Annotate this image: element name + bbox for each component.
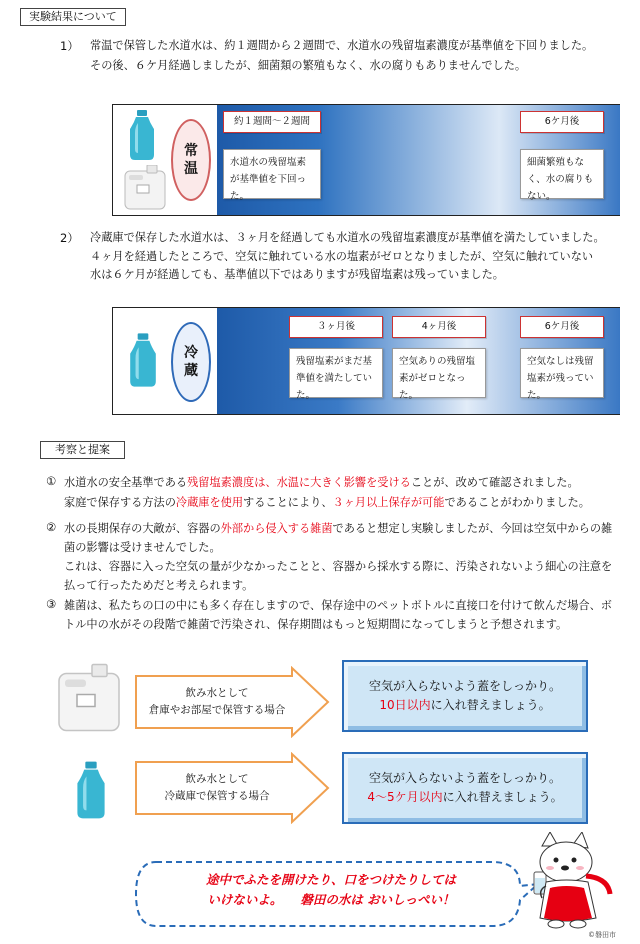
section-label-proposal: 考察と提案	[40, 441, 125, 459]
bottle-icon	[127, 330, 159, 390]
header-1-2-weeks: 約１週間～２週間	[223, 111, 321, 133]
proposal-3-text: 雑菌は、私たちの口の中にも多く存在しますので、保存途中のペットボトルに直接口を付けて飲んだ場合、ボ トル中の水がその段階で雑菌で汚染され、保存期間はもっと短期間になってしまうと予想されます。	[64, 599, 612, 631]
copyright: ©磐田市	[588, 931, 616, 939]
header-6-months: 6ケ月後	[520, 111, 604, 133]
result-1-number: 1）	[60, 39, 79, 53]
oval-refrigerated: 冷 蔵	[171, 322, 211, 402]
section-label-results: 実験結果について	[20, 8, 126, 26]
arrow-fridge-storage-label: 飲み水として 冷蔵庫で保管する場合	[164, 773, 270, 802]
header-4-months: 4ヶ月後	[392, 316, 486, 338]
oval-room-temp: 常 温	[171, 119, 211, 201]
arrow-room-storage-label: 飲み水として 倉庫やお部屋で保管する場合	[148, 687, 286, 716]
box-still-meets: 残留塩素がまだ基準値を満たしていた。	[289, 348, 383, 398]
proposal-1-number: ①	[46, 474, 57, 488]
box-no-bacteria: 細菌繁殖もなく、水の腐りもない。	[520, 149, 604, 199]
box-with-air-zero: 空気ありの残留塩素がゼロとなった。	[392, 348, 486, 398]
result-2-text: 冷蔵庫で保存した水道水は、３ヶ月を経過しても水道水の残留塩素濃度が基準値を満たしていました。 ４ヶ月を経過したところで、空気に触れている水の塩素がゼロとなりましたが、空気に触れていない 水は６ケ月が経過しても、基準値以下ではありますが残留塩素は残っていました。	[90, 231, 605, 281]
proposal-1-text: 水道水の安全基準である残留塩素濃度は、水温に大きく影響を受けることが、改めて確認されました。 家庭で保存する方法の冷蔵庫を使用することにより、３ヶ月以上保存が可能であることがわかりました。	[64, 476, 590, 509]
tank-icon	[123, 165, 167, 211]
header-3-months: ３ヶ月後	[289, 316, 383, 338]
tank-icon	[56, 660, 122, 738]
bottle-icon	[127, 109, 157, 161]
box-below-standard: 水道水の残留塩素が基準値を下回った。	[223, 149, 321, 199]
advice-box-fridge: 空気が入らないよう蓋をしっかり。 4～5ケ月以内に入れ替えましょう。	[342, 752, 588, 824]
result-2-number: 2）	[60, 231, 79, 245]
box-without-air-remains: 空気なしは残留塩素が残っていた。	[520, 348, 604, 398]
header-6-months: 6ケ月後	[520, 316, 604, 338]
diagram-refrigerated	[112, 307, 620, 415]
proposal-2-text: 水の長期保存の大敵が、容器の外部から侵入する雑菌であると想定し実験しましたが、今回は空気中からの雑 菌の影響は受けませんでした。 これは、容器に入った空気の量が少なかったことと、容器から採水する際に、汚染されないよう細心の注意を 払って行ったためだと考えられます。	[64, 522, 613, 592]
advice-box-room: 空気が入らないよう蓋をしっかり。 10日以内に入れ替えましょう。	[342, 660, 588, 732]
mascot-icon	[522, 832, 618, 932]
proposal-3-number: ③	[46, 597, 57, 611]
diagram-room-temp	[112, 104, 620, 216]
result-1-text: 常温で保管した水道水は、約１週間から２週間で、水道水の残留塩素濃度が基準値を下回りました。 その後、６ケ月経過しましたが、細菌類の繁殖もなく、水の腐りもありませんでした。	[90, 39, 594, 72]
speech-text: 途中でふたを開けたり、口をつけたりしては いけないよ。 磐田の水は おいしっぺい！	[205, 872, 456, 907]
proposal-2-number: ②	[46, 520, 57, 534]
bottle-icon	[74, 750, 108, 830]
